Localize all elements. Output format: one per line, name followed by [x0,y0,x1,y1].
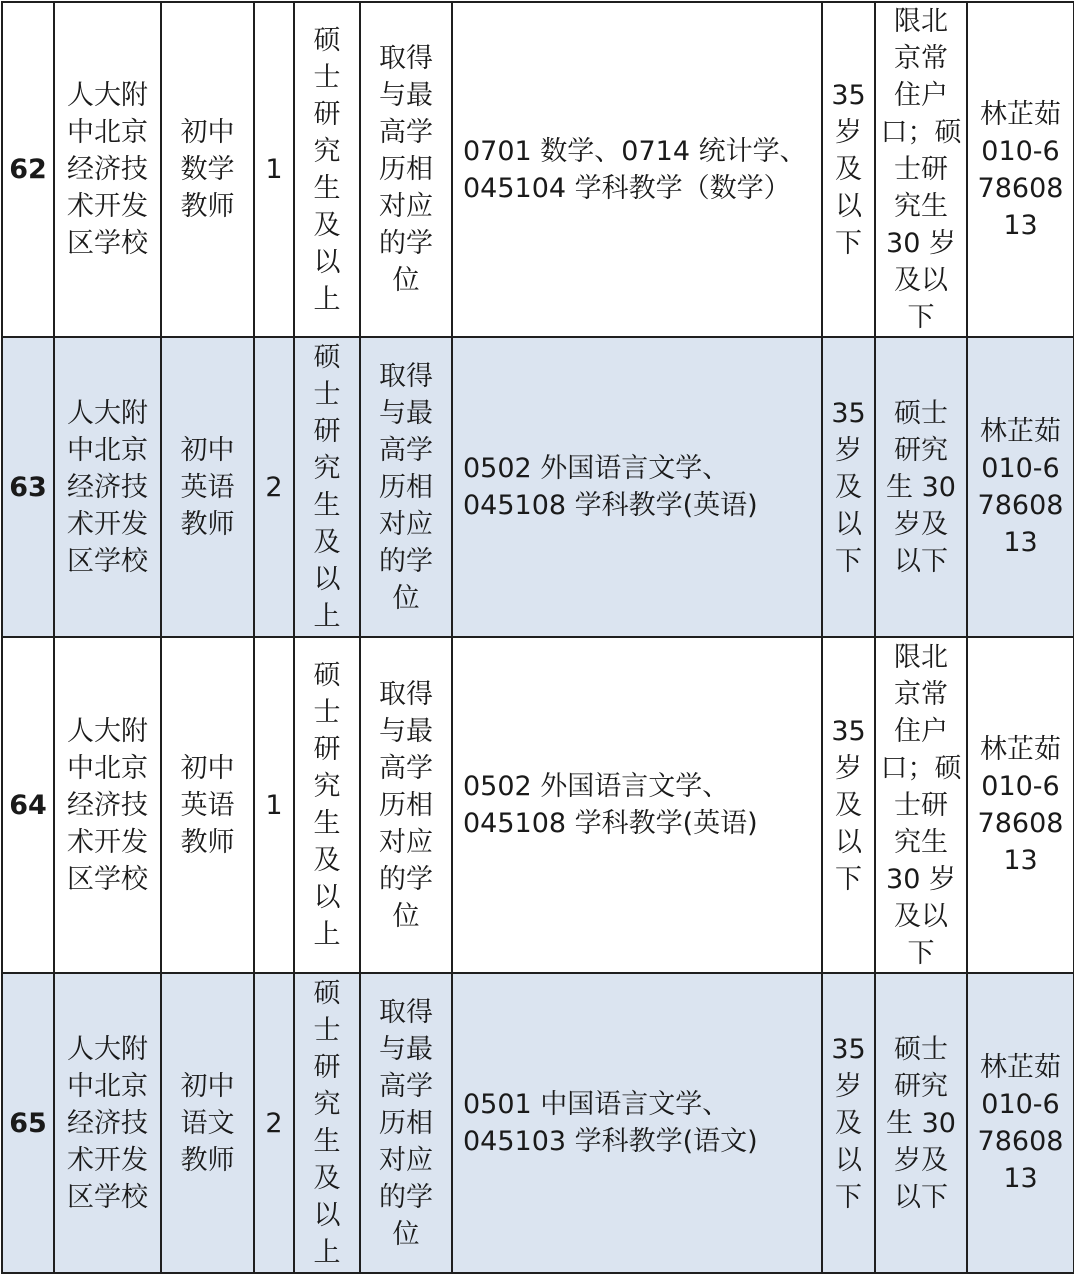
cell-education-text: 硕 士 研 究 生 及 以 上 [313,660,341,950]
cell-other-requirements-text: 限北 京常 住户 口；硕 士研 究生 30 岁 及以 下 [880,6,962,333]
cell-major [452,637,822,973]
cell-contact [967,2,1074,337]
cell-major [452,973,822,1273]
cell-number [2,973,54,1273]
table-row [2,337,1074,637]
cell-position-text: 初中 英语 教师 [180,752,235,858]
cell-age [822,973,875,1273]
cell-age-text: 35 岁 及 以 下 [831,1033,866,1213]
cell-contact-text: 林芷茹 010-6 78608 13 [977,1052,1064,1194]
cell-school-text: 人大附 中北京 经济技 术开发 区学校 [67,1033,148,1213]
cell-number [2,337,54,637]
cell-position-text: 初中 语文 教师 [180,1070,235,1176]
cell-contact [967,637,1074,973]
cell-number-text: 63 [9,471,47,503]
cell-school [54,337,161,637]
cell-contact [967,973,1074,1273]
cell-age-text: 35 岁 及 以 下 [831,80,866,259]
cell-major-text: 0501 中国语言文学、045103 学科教学(语文) [463,1089,758,1157]
cell-school-text: 人大附 中北京 经济技 术开发 区学校 [67,397,148,577]
cell-contact-text: 林芷茹 010-6 78608 13 [977,416,1064,558]
cell-other-requirements-text: 硕士 研究 生 30 岁及 以下 [886,1033,956,1213]
cell-other-requirements [875,337,967,637]
table-row [2,973,1074,1273]
cell-contact-text: 林芷茹 010-6 78608 13 [977,734,1064,876]
cell-degree-text: 取得 与最 高学 历相 对应 的学 位 [379,43,433,296]
cell-position [161,637,254,973]
cell-other-requirements-text: 硕士 研究 生 30 岁及 以下 [886,397,956,577]
cell-school [54,2,161,337]
cell-school [54,637,161,973]
cell-education [294,973,360,1273]
cell-position [161,973,254,1273]
cell-major [452,337,822,637]
cell-education [294,2,360,337]
cell-count-text: 2 [265,471,283,503]
cell-major [452,2,822,337]
table-body [2,2,1074,1273]
table-row [2,637,1074,973]
cell-major-text: 0502 外国语言文学、045108 学科教学(英语) [463,453,758,521]
cell-education [294,337,360,637]
cell-contact-text: 林芷茹 010-6 78608 13 [977,98,1064,241]
cell-age [822,337,875,637]
cell-education-text: 硕 士 研 究 生 及 以 上 [313,24,341,315]
cell-number-text: 64 [9,789,47,821]
cell-other-requirements [875,973,967,1273]
cell-count [254,2,294,337]
cell-count [254,637,294,973]
cell-other-requirements [875,2,967,337]
cell-position [161,2,254,337]
cell-position [161,337,254,637]
cell-school-text: 人大附 中北京 经济技 术开发 区学校 [67,715,148,895]
cell-position-text: 初中 英语 教师 [180,434,235,540]
cell-school [54,973,161,1273]
cell-education [294,637,360,973]
cell-age-text: 35 岁 及 以 下 [831,715,866,895]
cell-number [2,2,54,337]
cell-contact [967,337,1074,637]
cell-number [2,637,54,973]
cell-degree [360,2,452,337]
cell-count-text: 1 [265,789,283,821]
cell-age [822,637,875,973]
cell-major-text: 0502 外国语言文学、045108 学科教学(英语) [463,771,758,839]
recruitment-table [1,1,1074,1274]
cell-degree-text: 取得 与最 高学 历相 对应 的学 位 [379,996,433,1250]
cell-count [254,973,294,1273]
cell-number-text: 62 [9,154,47,185]
cell-number-text: 65 [9,1107,47,1139]
cell-school-text: 人大附 中北京 经济技 术开发 区学校 [67,80,148,259]
cell-position-text: 初中 数学 教师 [180,117,235,222]
cell-other-requirements-text: 限北 京常 住户 口；硕 士研 究生 30 岁 及以 下 [880,641,962,969]
cell-count-text: 2 [265,1107,283,1139]
cell-age-text: 35 岁 及 以 下 [831,397,866,577]
cell-count-text: 1 [265,154,283,185]
cell-degree-text: 取得 与最 高学 历相 对应 的学 位 [379,678,433,932]
cell-degree [360,973,452,1273]
cell-other-requirements [875,637,967,973]
cell-degree [360,637,452,973]
cell-count [254,337,294,637]
cell-major-text: 0701 数学、0714 统计学、045104 学科教学（数学） [463,135,807,204]
table-row [2,2,1074,337]
cell-degree [360,337,452,637]
cell-age [822,2,875,337]
cell-degree-text: 取得 与最 高学 历相 对应 的学 位 [379,360,433,614]
cell-education-text: 硕 士 研 究 生 及 以 上 [313,978,341,1268]
cell-education-text: 硕 士 研 究 生 及 以 上 [313,342,341,632]
